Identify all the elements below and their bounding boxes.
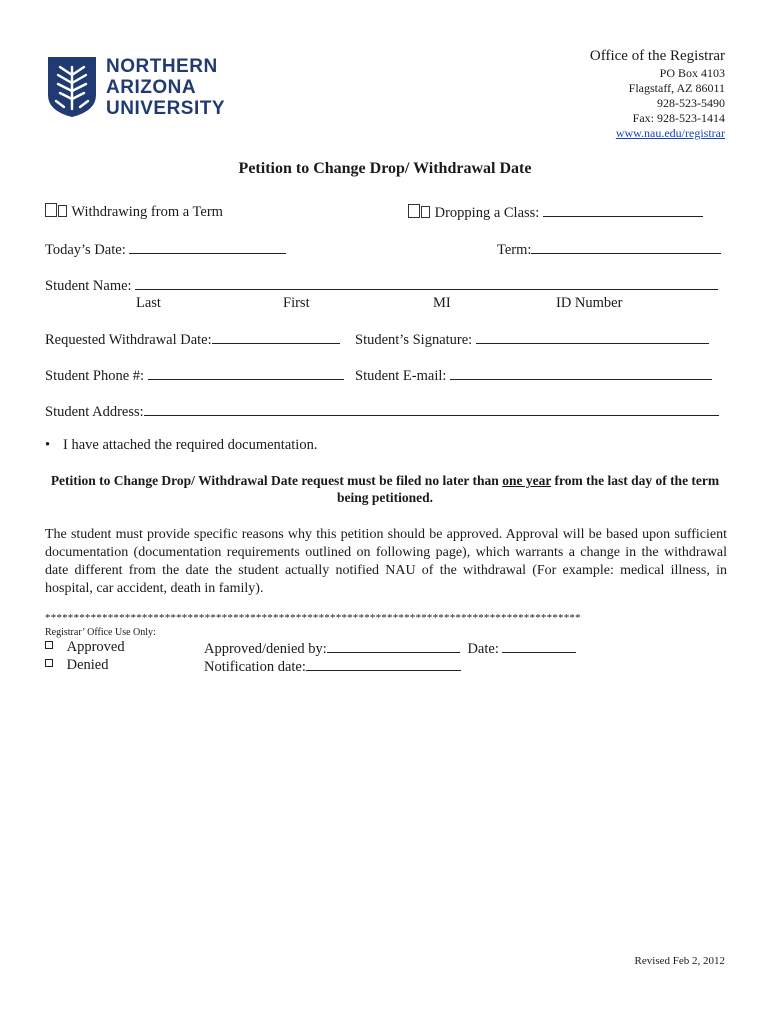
address-row bbox=[45, 402, 719, 421]
university-wordmark bbox=[106, 56, 225, 119]
requested-date-label: Requested Withdrawal Date: bbox=[45, 332, 212, 348]
approved-by-row bbox=[204, 639, 576, 658]
student-name-row bbox=[45, 276, 718, 295]
term-field[interactable] bbox=[531, 240, 721, 254]
drop-checkbox-inner bbox=[421, 206, 430, 218]
notification-label: Notification date: bbox=[204, 659, 306, 675]
name-part-last: Last bbox=[136, 295, 161, 311]
name-part-mi: MI bbox=[433, 295, 451, 311]
notification-field[interactable] bbox=[306, 657, 461, 671]
wordmark-line-1: NORTHERN bbox=[106, 56, 218, 77]
documentation-text: I have attached the required documentation. bbox=[63, 437, 318, 453]
withdraw-option[interactable] bbox=[45, 203, 223, 221]
phone-label: Student Phone #: bbox=[45, 368, 145, 384]
instructions-paragraph: The student must provide specific reasons why this petition should be approved. Approval will be based upon sufficient documentation (documentation requirements outlined on following page), which warrants a change in the withdrawal date different from the date the student actually notified NAU of the withdrawal (For example: medical illness, in hospital, car accident, death in family). bbox=[45, 527, 727, 596]
form-title: Petition to Change Drop/ Withdrawal Date bbox=[238, 160, 532, 177]
denied-label: Denied bbox=[66, 657, 109, 673]
phone-field[interactable] bbox=[148, 366, 344, 380]
website-link[interactable]: www.nau.edu/registrar bbox=[615, 126, 725, 140]
city-line: Flagstaff, AZ 86011 bbox=[628, 81, 725, 95]
revision-note: Revised Feb 2, 2012 bbox=[634, 955, 725, 967]
term-row bbox=[497, 240, 721, 259]
denied-option[interactable] bbox=[45, 657, 109, 674]
denied-checkbox[interactable] bbox=[45, 659, 53, 667]
student-name-label: Student Name: bbox=[45, 278, 132, 294]
approved-label: Approved bbox=[66, 639, 125, 655]
withdraw-checkbox-inner bbox=[58, 205, 67, 217]
requested-date-row bbox=[45, 330, 340, 349]
todays-date-row bbox=[45, 240, 286, 259]
signature-row bbox=[355, 330, 709, 349]
approved-by-label: Approved/denied by: bbox=[204, 641, 327, 657]
drop-class-field[interactable] bbox=[543, 203, 703, 217]
name-part-id: ID Number bbox=[556, 295, 623, 311]
withdraw-label: Withdrawing from a Term bbox=[71, 204, 223, 220]
email-field[interactable] bbox=[450, 366, 712, 380]
requested-date-field[interactable] bbox=[212, 330, 340, 344]
registrar-contact-block bbox=[590, 46, 725, 141]
approved-checkbox[interactable] bbox=[45, 641, 53, 649]
fax-line: Fax: 928-523-1414 bbox=[632, 111, 725, 125]
signature-label: Student’s Signature: bbox=[355, 332, 473, 348]
university-logo-icon bbox=[46, 55, 98, 119]
student-name-field[interactable] bbox=[135, 276, 718, 290]
separator-line: ********************************************************************************************** bbox=[45, 612, 581, 624]
documentation-bullet bbox=[45, 437, 317, 454]
deadline-note-emphasis: one year bbox=[502, 473, 552, 488]
notification-row bbox=[204, 657, 461, 676]
drop-label: Dropping a Class: bbox=[434, 205, 540, 221]
office-name: Office of the Registrar bbox=[589, 48, 725, 64]
todays-date-label: Today’s Date: bbox=[45, 242, 126, 258]
todays-date-field[interactable] bbox=[129, 240, 286, 254]
office-use-label: Registrar’ Office Use Only: bbox=[45, 627, 156, 638]
deadline-note bbox=[45, 472, 725, 506]
address-label: Student Address: bbox=[45, 404, 144, 420]
approval-date-label: Date: bbox=[467, 641, 499, 657]
deadline-note-part1: Petition to Change Drop/ Withdrawal Date request must be filed no later than bbox=[50, 473, 503, 488]
deadline-note-part2: from the last day of the term being petitioned. bbox=[336, 473, 720, 505]
drop-checkbox[interactable] bbox=[408, 204, 420, 218]
po-box: PO Box 4103 bbox=[659, 66, 725, 80]
approved-by-field[interactable] bbox=[327, 639, 460, 653]
email-label: Student E-mail: bbox=[355, 368, 447, 384]
wordmark-line-2: ARIZONA bbox=[106, 77, 197, 98]
drop-class-option[interactable] bbox=[408, 203, 703, 222]
phone-row bbox=[45, 366, 344, 385]
email-row bbox=[355, 366, 712, 385]
bullet-dot-icon: • bbox=[45, 437, 51, 453]
name-part-first: First bbox=[283, 295, 310, 311]
approval-date-field[interactable] bbox=[502, 639, 576, 653]
phone-line: 928-523-5490 bbox=[657, 96, 725, 110]
wordmark-line-3: UNIVERSITY bbox=[106, 98, 226, 119]
term-label: Term: bbox=[497, 242, 532, 258]
approved-option[interactable] bbox=[45, 639, 125, 656]
signature-field[interactable] bbox=[476, 330, 709, 344]
withdraw-checkbox[interactable] bbox=[45, 203, 57, 217]
address-field[interactable] bbox=[144, 402, 719, 416]
